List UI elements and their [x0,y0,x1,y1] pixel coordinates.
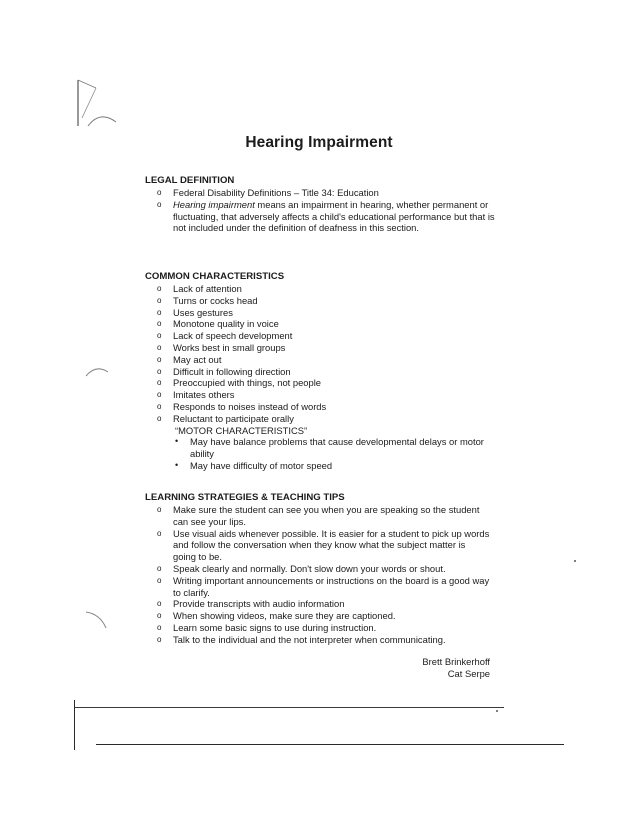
circle-bullet-icon: o [157,634,162,644]
list-item-text: Lack of attention [173,283,242,294]
author-name: Brett Brinkerhoff [422,656,490,667]
circle-bullet-icon: o [157,284,162,293]
page-title: Hearing Impairment [245,134,393,151]
list-item-text: May have balance problems that cause developmental delays or motor ability [190,436,484,460]
list-item-text: Provide transcripts with audio information [173,598,345,610]
list-item-text: Reluctant to participate orally [173,412,294,424]
circle-bullet-icon: o [157,599,162,609]
list-item-text: Learn some basic signs to use during instruction. [173,621,377,633]
circle-bullet-icon: o [157,528,162,538]
circle-bullet-icon: o [157,390,162,400]
circle-bullet-icon: o [157,378,162,388]
common-characteristics-section [145,271,505,472]
circle-bullet-icon: o [157,295,162,305]
strategies-list [145,504,490,646]
list-item-text: Uses gestures [173,306,233,318]
section-heading: LEARNING STRATEGIES & TEACHING TIPS [145,492,345,503]
circle-bullet-icon: o [157,563,162,573]
definition-term: Hearing impairment [173,198,255,210]
author-name: Cat Serpe [447,668,490,679]
list-item [145,295,505,307]
scan-speck [574,560,576,562]
list-item [145,634,490,646]
circle-bullet-icon: o [157,319,162,329]
list-item [145,283,505,295]
list-item-text: Lack of speech development [173,330,293,342]
legal-definition-section [145,175,505,234]
list-item [145,575,490,599]
list-item-text: Writing important announcements or instructions on the board is a good way to clarify. [173,574,490,598]
circle-bullet-icon: o [157,505,162,514]
list-item [145,307,505,319]
circle-bullet-icon: o [157,188,162,197]
list-item [145,528,490,563]
motor-characteristics-heading: “MOTOR CHARACTERISTICS” [175,424,308,436]
circle-bullet-icon: o [157,342,162,352]
circle-bullet-icon: o [157,401,162,411]
circle-bullet-icon: o [157,413,162,423]
learning-strategies-section [145,492,490,646]
circle-bullet-icon: o [157,331,162,341]
list-item-text: Make sure the student can see you when you are speaking so the student can see your lips. [173,504,480,527]
section-heading: LEGAL DEFINITION [145,175,235,186]
list-item [145,413,505,425]
circle-bullet-icon: o [157,366,162,376]
punch-hole-mark [84,360,110,382]
scan-speck [496,710,498,712]
list-item-text: Turns or cocks head [173,294,258,306]
list-item [145,354,505,366]
circle-bullet-icon: o [157,622,162,632]
motor-characteristics-list [145,436,505,471]
list-item [145,366,505,378]
punch-hole-mark [86,108,120,130]
scan-edge-line [74,707,504,708]
list-item-text: Speak clearly and normally. Don't slow down your words or shout. [173,562,446,574]
list-item-text: May act out [173,353,222,365]
list-item [145,610,490,622]
list-item-text: Imitates others [173,389,235,401]
characteristics-list [145,283,505,425]
list-item-text: May have difficulty of motor speed [190,459,333,471]
list-item [175,436,505,460]
list-item-text: Works best in small groups [173,341,286,353]
authors-block [422,656,490,680]
list-item-text: Use visual aids whenever possible. It is easier for a student to pick up words and follow the conversation when they know what the subject matter is going to be. [173,527,490,563]
list-item [145,598,490,610]
circle-bullet-icon: o [157,611,162,621]
list-item-text: Responds to noises instead of words [173,400,327,412]
list-item-text: Talk to the individual and the not interpreter when communicating. [173,633,446,645]
list-item [145,187,505,199]
scan-edge-line [74,700,75,750]
list-item-text: Monotone quality in voice [173,318,279,330]
list-item-text: Preoccupied with things, not people [173,377,322,389]
list-item-text: Federal Disability Definitions – Title 34: Education [173,187,379,198]
list-item [145,504,490,528]
list-item [145,330,505,342]
list-item [145,622,490,634]
list-item [145,199,505,234]
list-item [145,563,490,575]
circle-bullet-icon: o [157,199,162,209]
list-item [145,389,505,401]
disc-bullet-icon: • [175,436,179,447]
definition-text: means an impairment in hearing, whether permanent or fluctuating, that adversely affects a child's educational performance but that is not included under the definition of deafness in this section. [173,198,495,234]
list-item-text: When showing videos, make sure they are captioned. [173,610,396,622]
list-item [175,460,505,472]
list-item-text: Difficult in following direction [173,365,291,377]
list-item [145,377,505,389]
scan-edge-line [96,744,564,745]
disc-bullet-icon: • [175,459,179,470]
list-item [145,318,505,330]
legal-list [145,187,505,234]
circle-bullet-icon: o [157,307,162,317]
list-item [145,401,505,413]
circle-bullet-icon: o [157,575,162,585]
punch-hole-mark [84,608,114,630]
circle-bullet-icon: o [157,354,162,364]
section-heading: COMMON CHARACTERISTICS [145,271,285,282]
list-item [145,342,505,354]
